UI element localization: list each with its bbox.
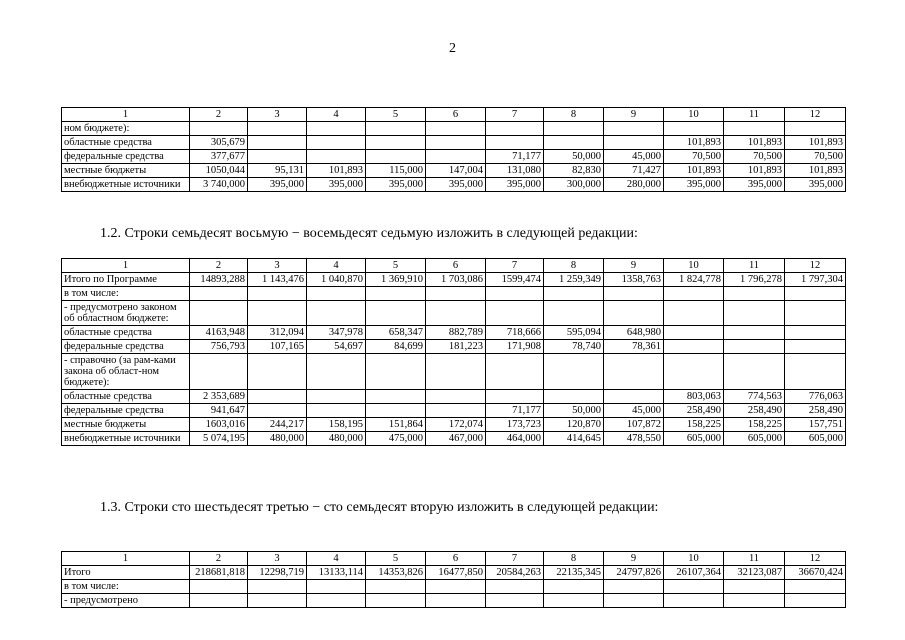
- table-cell: [307, 136, 366, 150]
- table-cell: 82,830: [544, 164, 604, 178]
- table-cell: 756,793: [190, 340, 248, 354]
- column-header: 10: [664, 552, 724, 566]
- column-header: 10: [664, 108, 724, 122]
- table-cell: 54,697: [307, 340, 366, 354]
- row-label: местные бюджеты: [62, 418, 190, 432]
- table-cell: [544, 136, 604, 150]
- table-cell: [190, 580, 248, 594]
- column-header: 2: [190, 552, 248, 566]
- row-label: ном бюджете):: [62, 122, 190, 136]
- column-header: 7: [486, 259, 544, 273]
- table-cell: [785, 594, 846, 608]
- table-cell: 395,000: [248, 178, 307, 192]
- table-cell: 78,361: [604, 340, 664, 354]
- table-cell: [248, 354, 307, 390]
- table-cell: 718,666: [486, 326, 544, 340]
- table-row: [62, 432, 846, 446]
- column-header: 11: [724, 108, 785, 122]
- column-header: 12: [785, 259, 846, 273]
- table-cell: [486, 354, 544, 390]
- column-header: 9: [604, 108, 664, 122]
- table-cell: [307, 354, 366, 390]
- column-header: 6: [426, 108, 486, 122]
- table-cell: [190, 122, 248, 136]
- table-cell: [664, 301, 724, 326]
- table-cell: [426, 136, 486, 150]
- table-cell: [426, 122, 486, 136]
- table-cell: 774,563: [724, 390, 785, 404]
- table-cell: [190, 287, 248, 301]
- table-cell: 5 074,195: [190, 432, 248, 446]
- table-cell: 101,893: [724, 164, 785, 178]
- column-header: 6: [426, 259, 486, 273]
- table-cell: [604, 594, 664, 608]
- table-cell: [604, 354, 664, 390]
- row-label: местные бюджеты: [62, 164, 190, 178]
- table-cell: 115,000: [366, 164, 426, 178]
- table-cell: 131,080: [486, 164, 544, 178]
- table-row: [62, 164, 846, 178]
- row-label: областные средства: [62, 390, 190, 404]
- column-header: 2: [190, 108, 248, 122]
- table-cell: 101,893: [785, 164, 846, 178]
- column-header: 7: [486, 108, 544, 122]
- table-cell: 101,893: [664, 164, 724, 178]
- table-cell: 71,177: [486, 404, 544, 418]
- table-cell: 181,223: [426, 340, 486, 354]
- table-cell: 1 040,870: [307, 273, 366, 287]
- table-cell: 1 796,278: [724, 273, 785, 287]
- table-cell: 50,000: [544, 404, 604, 418]
- table-cell: 395,000: [724, 178, 785, 192]
- table-cell: 171,908: [486, 340, 544, 354]
- table-cell: 1 824,778: [664, 273, 724, 287]
- table-cell: [486, 594, 544, 608]
- table-cell: 244,217: [248, 418, 307, 432]
- table-cell: [604, 136, 664, 150]
- column-header: 9: [604, 552, 664, 566]
- table-row: [62, 418, 846, 432]
- table-cell: 941,647: [190, 404, 248, 418]
- table-cell: [307, 301, 366, 326]
- table-cell: 101,893: [785, 136, 846, 150]
- table-row: [62, 340, 846, 354]
- table-cell: [724, 301, 785, 326]
- column-header: 6: [426, 552, 486, 566]
- column-header: 1: [62, 259, 190, 273]
- table-row: [62, 287, 846, 301]
- table-cell: [724, 287, 785, 301]
- table-cell: [785, 340, 846, 354]
- table-cell: 258,490: [724, 404, 785, 418]
- table-cell: 1358,763: [604, 273, 664, 287]
- row-label: областные средства: [62, 136, 190, 150]
- table-cell: [248, 136, 307, 150]
- row-label: федеральные средства: [62, 150, 190, 164]
- row-label: внебюджетные источники: [62, 432, 190, 446]
- table-cell: [426, 390, 486, 404]
- table-cell: 480,000: [307, 432, 366, 446]
- table-cell: 776,063: [785, 390, 846, 404]
- table-cell: 173,723: [486, 418, 544, 432]
- table-cell: 218681,818: [190, 566, 248, 580]
- table-cell: 2 353,689: [190, 390, 248, 404]
- table-cell: [248, 390, 307, 404]
- table-cell: 107,872: [604, 418, 664, 432]
- table-cell: 475,000: [366, 432, 426, 446]
- paragraph-1-3: 1.3. Строки сто шестьдесят третью − сто семьдесят вторую изложить в следующей редакции:: [100, 500, 659, 515]
- table-cell: [724, 594, 785, 608]
- table-cell: [785, 287, 846, 301]
- table-cell: 70,500: [724, 150, 785, 164]
- column-header: 3: [248, 552, 307, 566]
- table-cell: 78,740: [544, 340, 604, 354]
- table-cell: 478,550: [604, 432, 664, 446]
- table-cell: [544, 354, 604, 390]
- column-header: 4: [307, 552, 366, 566]
- table-cell: [785, 122, 846, 136]
- table-cell: [366, 287, 426, 301]
- table-cell: 258,490: [664, 404, 724, 418]
- table-cell: 395,000: [307, 178, 366, 192]
- table-row: [62, 326, 846, 340]
- table-cell: [248, 287, 307, 301]
- row-label: - предусмотрено законом об областном бюджете:: [62, 301, 190, 326]
- table-cell: 395,000: [785, 178, 846, 192]
- table-cell: 803,063: [664, 390, 724, 404]
- table-row: [62, 354, 846, 390]
- table-cell: 464,000: [486, 432, 544, 446]
- table-cell: 480,000: [248, 432, 307, 446]
- table-cell: [248, 404, 307, 418]
- table-cell: 20584,263: [486, 566, 544, 580]
- table-cell: [486, 580, 544, 594]
- table-cell: 882,789: [426, 326, 486, 340]
- table-row: [62, 178, 846, 192]
- table-cell: 158,225: [664, 418, 724, 432]
- table-cell: [544, 287, 604, 301]
- paragraph-1-2: 1.2. Строки семьдесят восьмую − восемьдесят седьмую изложить в следующей редакции:: [100, 226, 638, 241]
- table-cell: [366, 122, 426, 136]
- table-cell: 280,000: [604, 178, 664, 192]
- column-header: 8: [544, 552, 604, 566]
- table-cell: 36670,424: [785, 566, 846, 580]
- table-cell: 258,490: [785, 404, 846, 418]
- row-label: областные средства: [62, 326, 190, 340]
- table-cell: [486, 287, 544, 301]
- table-cell: 467,000: [426, 432, 486, 446]
- table-row: [62, 136, 846, 150]
- table-cell: 70,500: [785, 150, 846, 164]
- table-cell: [366, 354, 426, 390]
- table-cell: [604, 122, 664, 136]
- table-cell: 172,074: [426, 418, 486, 432]
- table-cell: 151,864: [366, 418, 426, 432]
- table-row: [62, 580, 846, 594]
- table-cell: 120,870: [544, 418, 604, 432]
- table-cell: 377,677: [190, 150, 248, 164]
- column-header-row: [62, 108, 846, 122]
- table-cell: 157,751: [785, 418, 846, 432]
- table-cell: 147,004: [426, 164, 486, 178]
- table-cell: [307, 150, 366, 164]
- table-cell: 395,000: [366, 178, 426, 192]
- table-cell: [366, 136, 426, 150]
- table-cell: 14893,288: [190, 273, 248, 287]
- row-label: федеральные средства: [62, 404, 190, 418]
- table-cell: [724, 326, 785, 340]
- table-cell: [366, 580, 426, 594]
- column-header: 3: [248, 108, 307, 122]
- table-cell: [486, 390, 544, 404]
- column-header-row: [62, 552, 846, 566]
- table-cell: 71,427: [604, 164, 664, 178]
- table-cell: 312,094: [248, 326, 307, 340]
- column-header: 11: [724, 552, 785, 566]
- table-cell: [248, 150, 307, 164]
- table-cell: [366, 150, 426, 164]
- table-cell: 605,000: [664, 432, 724, 446]
- table-cell: 3 740,000: [190, 178, 248, 192]
- table-cell: 95,131: [248, 164, 307, 178]
- table-cell: 605,000: [724, 432, 785, 446]
- table-row: [62, 122, 846, 136]
- table-cell: 347,978: [307, 326, 366, 340]
- table-cell: 101,893: [307, 164, 366, 178]
- row-label: - предусмотрено: [62, 594, 190, 608]
- table-cell: [426, 594, 486, 608]
- table-cell: [604, 390, 664, 404]
- table-cell: [785, 326, 846, 340]
- table-cell: 45,000: [604, 150, 664, 164]
- table-cell: [366, 301, 426, 326]
- row-label: внебюджетные источники: [62, 178, 190, 192]
- table-cell: [664, 122, 724, 136]
- table-row: [62, 301, 846, 326]
- table-cell: [366, 594, 426, 608]
- column-header: 10: [664, 259, 724, 273]
- table-cell: 1 369,910: [366, 273, 426, 287]
- column-header: 3: [248, 259, 307, 273]
- table-cell: [785, 301, 846, 326]
- table-cell: [785, 580, 846, 594]
- row-label: Итого: [62, 566, 190, 580]
- column-header: 2: [190, 259, 248, 273]
- table-row: [62, 404, 846, 418]
- table-cell: [724, 122, 785, 136]
- table-cell: [785, 354, 846, 390]
- table-cell: [664, 594, 724, 608]
- table-cell: 1603,016: [190, 418, 248, 432]
- column-header: 5: [366, 552, 426, 566]
- table-cell: 605,000: [785, 432, 846, 446]
- table-row: [62, 390, 846, 404]
- table-cell: [426, 287, 486, 301]
- column-header: 11: [724, 259, 785, 273]
- table-cell: [248, 580, 307, 594]
- page-number: 2: [449, 41, 456, 56]
- column-header: 5: [366, 108, 426, 122]
- column-header: 8: [544, 259, 604, 273]
- table-cell: 658,347: [366, 326, 426, 340]
- table-cell: [426, 354, 486, 390]
- table-cell: [486, 122, 544, 136]
- table-cell: [307, 287, 366, 301]
- table-row: [62, 594, 846, 608]
- table-cell: [486, 301, 544, 326]
- column-header-row: [62, 259, 846, 273]
- table-cell: 1 797,304: [785, 273, 846, 287]
- table-cell: 648,980: [604, 326, 664, 340]
- table-cell: 158,225: [724, 418, 785, 432]
- table-cell: 22135,345: [544, 566, 604, 580]
- table-cell: [724, 580, 785, 594]
- table-cell: 26107,364: [664, 566, 724, 580]
- table-cell: [248, 122, 307, 136]
- table-cell: 4163,948: [190, 326, 248, 340]
- table-cell: [307, 390, 366, 404]
- table-cell: [604, 301, 664, 326]
- table-cell: [190, 354, 248, 390]
- table-cell: 107,165: [248, 340, 307, 354]
- table-cell: 32123,087: [724, 566, 785, 580]
- budget-table-2: [61, 258, 846, 446]
- table-cell: 595,094: [544, 326, 604, 340]
- table-cell: [664, 580, 724, 594]
- table-cell: 14353,826: [366, 566, 426, 580]
- table-cell: [544, 301, 604, 326]
- column-header: 5: [366, 259, 426, 273]
- budget-table-1: [61, 107, 846, 192]
- row-label: федеральные средства: [62, 340, 190, 354]
- table-row: [62, 566, 846, 580]
- table-cell: 300,000: [544, 178, 604, 192]
- table-cell: 395,000: [426, 178, 486, 192]
- table-cell: [426, 150, 486, 164]
- column-header: 12: [785, 108, 846, 122]
- column-header: 1: [62, 552, 190, 566]
- column-header: 9: [604, 259, 664, 273]
- table-cell: 70,500: [664, 150, 724, 164]
- table-cell: 395,000: [664, 178, 724, 192]
- table-cell: [664, 287, 724, 301]
- table-cell: [426, 580, 486, 594]
- table-cell: [190, 594, 248, 608]
- row-label: - справочно (за рам-ками закона об област-ном бюджете):: [62, 354, 190, 390]
- table-cell: 1599,474: [486, 273, 544, 287]
- table-cell: 395,000: [486, 178, 544, 192]
- table-cell: [604, 287, 664, 301]
- table-cell: [544, 390, 604, 404]
- table-cell: 24797,826: [604, 566, 664, 580]
- table-cell: 101,893: [724, 136, 785, 150]
- table-cell: 414,645: [544, 432, 604, 446]
- table-cell: 16477,850: [426, 566, 486, 580]
- table-cell: [664, 326, 724, 340]
- table-cell: [426, 301, 486, 326]
- table-row: [62, 273, 846, 287]
- column-header: 1: [62, 108, 190, 122]
- table-cell: 12298,719: [248, 566, 307, 580]
- table-cell: 71,177: [486, 150, 544, 164]
- table-cell: [664, 340, 724, 354]
- table-cell: 305,679: [190, 136, 248, 150]
- table-cell: [724, 340, 785, 354]
- table-cell: [724, 354, 785, 390]
- table-row: [62, 150, 846, 164]
- row-label: в том числе:: [62, 287, 190, 301]
- table-cell: [486, 136, 544, 150]
- table-cell: [248, 301, 307, 326]
- table-cell: 101,893: [664, 136, 724, 150]
- table-cell: [366, 390, 426, 404]
- row-label: Итого по Программе: [62, 273, 190, 287]
- budget-table-3: [61, 551, 846, 608]
- table-cell: 50,000: [544, 150, 604, 164]
- column-header: 4: [307, 108, 366, 122]
- table-cell: 1050,044: [190, 164, 248, 178]
- table-cell: 1 143,476: [248, 273, 307, 287]
- table-cell: [426, 404, 486, 418]
- table-cell: [664, 354, 724, 390]
- table-cell: [307, 594, 366, 608]
- table-cell: 1 703,086: [426, 273, 486, 287]
- table-cell: [544, 580, 604, 594]
- column-header: 8: [544, 108, 604, 122]
- table-cell: [366, 404, 426, 418]
- table-cell: [190, 301, 248, 326]
- table-cell: 1 259,349: [544, 273, 604, 287]
- column-header: 7: [486, 552, 544, 566]
- column-header: 12: [785, 552, 846, 566]
- column-header: 4: [307, 259, 366, 273]
- table-cell: 84,699: [366, 340, 426, 354]
- table-cell: [544, 594, 604, 608]
- table-cell: [604, 580, 664, 594]
- table-cell: [544, 122, 604, 136]
- table-cell: 45,000: [604, 404, 664, 418]
- table-cell: [307, 580, 366, 594]
- table-cell: 13133,114: [307, 566, 366, 580]
- row-label: в том числе:: [62, 580, 190, 594]
- table-cell: [248, 594, 307, 608]
- table-cell: 158,195: [307, 418, 366, 432]
- table-cell: [307, 122, 366, 136]
- table-cell: [307, 404, 366, 418]
